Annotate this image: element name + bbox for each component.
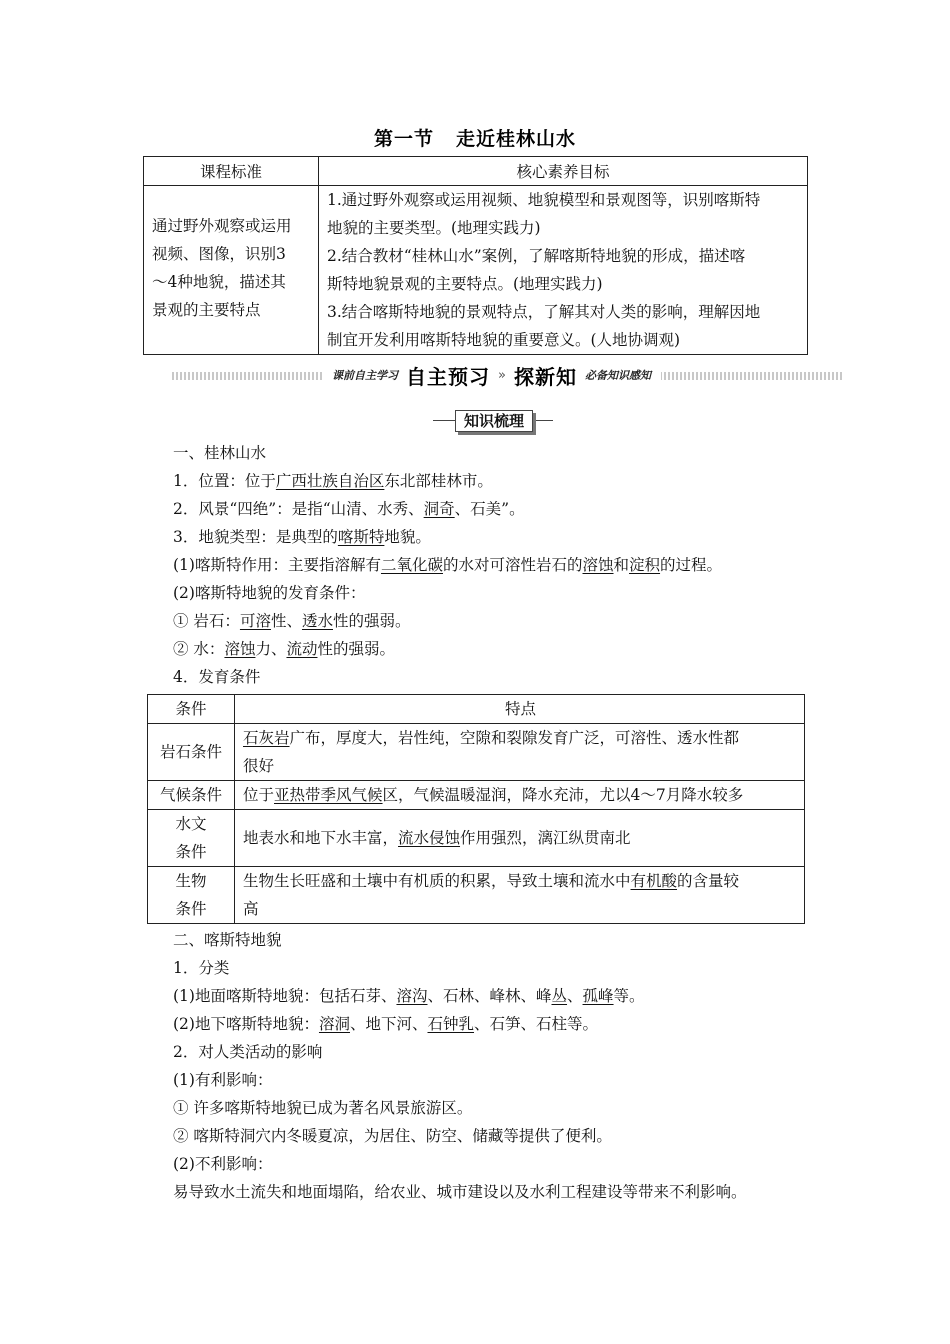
- core-goals-cell: [319, 186, 808, 355]
- std-line: 景观的主要特点: [152, 301, 261, 319]
- cond-header-condition: 条件: [148, 695, 235, 724]
- std-line: ～4种地貌，描述其: [152, 273, 286, 291]
- conditions-table: [147, 694, 805, 924]
- s2-line-negative-1: 易导致水土流失和地面塌陷，给农业、城市建设以及水利工程建设等带来不利影响。: [173, 1183, 747, 1201]
- cond-row-rock-feature: 石灰岩广布，厚度大，岩性纯，空隙和裂隙发育广泛，可溶性、透水性都 很好: [235, 724, 805, 781]
- cond-row-climate-name: 气候条件: [148, 781, 235, 810]
- s1-line-location: 1．位置：位于广西壮族自治区东北部桂林市。: [173, 472, 493, 490]
- s2-line-positive-1: ① 许多喀斯特地貌已成为著名风景旅游区。: [173, 1099, 473, 1117]
- std-line: 视频、图像，识别3: [152, 245, 286, 263]
- goal-line: 制宜开发利用喀斯特地貌的重要意义。(人地协调观): [327, 331, 681, 349]
- banner-right-caption: 必备知识感知: [584, 369, 651, 382]
- header-course-standard: 课程标准: [144, 157, 319, 186]
- section-title: 走近桂林山水: [456, 128, 577, 150]
- s2-line-impact: 2．对人类活动的影响: [173, 1043, 323, 1061]
- goal-line: 1.通过野外观察或运用视频、地貌模型和景观图等，识别喀斯特: [327, 191, 761, 209]
- cond-row-hydro-name: 水文 条件: [148, 810, 235, 867]
- goal-line: 3.结合喀斯特地貌的景观特点，了解其对人类的影响，理解因地: [327, 303, 761, 321]
- s2-line-positive: (1)有利影响：: [173, 1071, 273, 1089]
- standards-table: [143, 156, 808, 355]
- s1-line-dev-conditions: 4．发育条件: [173, 668, 261, 686]
- banner-left-caption: 课前自主学习: [332, 369, 398, 382]
- s2-heading: 二、喀斯特地貌: [173, 931, 282, 949]
- cond-header-feature: 特点: [235, 695, 805, 724]
- banner-main-1: 自主预习: [406, 364, 490, 389]
- goal-line: 2.结合教材“桂林山水”案例，了解喀斯特地貌的形成，描述喀: [327, 247, 746, 265]
- knowledge-label: 知识梳理: [455, 410, 533, 432]
- cond-row-climate-feature: 位于亚热带季风气候区，气候温暖湿润，降水充沛，尤以4～7月降水较多: [235, 781, 805, 810]
- knowledge-label-box: [433, 410, 553, 432]
- section-number: 第一节: [373, 128, 434, 150]
- s1-line-karst-process: (1)喀斯特作用：主要指溶解有二氧化碳的水对可溶性岩石的溶蚀和淀积的过程。: [173, 556, 723, 574]
- s1-line-conditions: (2)喀斯特地貌的发育条件：: [173, 584, 366, 602]
- s2-line-classification: 1．分类: [173, 959, 230, 977]
- goal-line: 地貌的主要类型。(地理实践力): [327, 219, 541, 237]
- s1-heading: 一、桂林山水: [173, 444, 267, 462]
- header-core-goals: 核心素养目标: [319, 157, 808, 186]
- s2-line-underground-karst: (2)地下喀斯特地貌：溶洞、地下河、石钟乳、石笋、石柱等。: [173, 1015, 599, 1033]
- s2-line-positive-2: ② 喀斯特洞穴内冬暖夏凉，为居住、防空、储藏等提供了便利。: [173, 1127, 612, 1145]
- page-title: [0, 124, 950, 151]
- course-standard-cell: [144, 186, 319, 355]
- goal-line: 斯特地貌景观的主要特点。(地理实践力): [327, 275, 603, 293]
- s1-line-rock: ① 岩石：可溶性、透水性的强弱。: [173, 612, 411, 630]
- cond-row-bio-feature: 生物生长旺盛和土壤中有机质的积累，导致土壤和流水中有机酸的含量较 高: [235, 867, 805, 924]
- s1-line-scenery: 2．风景“四绝”：是指“山清、水秀、洞奇、石美”。: [173, 500, 525, 518]
- cond-row-hydro-feature: 地表水和地下水丰富，流水侵蚀作用强烈，漓江纵贯南北: [235, 810, 805, 867]
- cond-row-bio-name: 生物 条件: [148, 867, 235, 924]
- section-banner: [172, 360, 844, 390]
- cond-row-rock-name: 岩石条件: [148, 724, 235, 781]
- banner-main-2: 探新知: [513, 364, 577, 389]
- s1-line-water: ② 水：溶蚀力、流动性的强弱。: [173, 640, 395, 658]
- s2-line-surface-karst: (1)地面喀斯特地貌：包括石芽、溶沟、石林、峰林、峰丛、孤峰等。: [173, 987, 645, 1005]
- s1-line-type: 3．地貌类型：是典型的喀斯特地貌。: [173, 528, 431, 546]
- double-chevron-icon: »: [498, 367, 506, 383]
- std-line: 通过野外观察或运用: [152, 217, 292, 235]
- s2-line-negative: (2)不利影响：: [173, 1155, 273, 1173]
